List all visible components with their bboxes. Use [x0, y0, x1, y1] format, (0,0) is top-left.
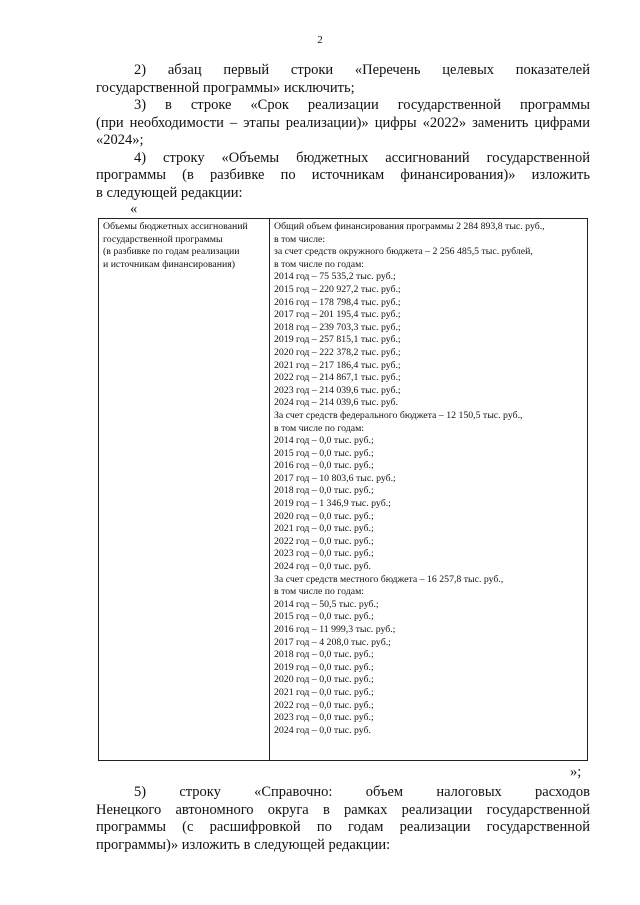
closing-quote: »;: [570, 764, 582, 780]
value-line: 2021 год – 0,0 тыс. руб.;: [274, 523, 374, 535]
paragraph-line: государственной программы» исключить;: [96, 79, 355, 96]
value-line: 2018 год – 0,0 тыс. руб.;: [274, 485, 374, 497]
opening-quote: «: [130, 201, 138, 217]
paragraph-line: (при необходимости – этапы реализации)» цифры «2022» заменить цифрами: [96, 114, 590, 131]
paragraph-line: программы)» изложить в следующей редакции:: [96, 836, 391, 853]
value-line: За счет средств местного бюджета – 16 257,8 тыс. руб.,: [274, 573, 504, 585]
bottom-text-block: [96, 784, 590, 854]
value-line: 2024 год – 0,0 тыс. руб.: [274, 561, 371, 573]
value-line: в том числе по годам:: [274, 586, 365, 598]
value-line: 2021 год – 217 186,4 тыс. руб.;: [274, 359, 401, 371]
paragraph-line: «2024»;: [96, 132, 144, 148]
value-line: 2014 год – 0,0 тыс. руб.;: [274, 435, 374, 447]
paragraph-line: в следующей редакции:: [96, 184, 243, 201]
value-line: 2018 год – 0,0 тыс. руб.;: [274, 649, 374, 661]
paragraph-line: 4) строку «Объемы бюджетных ассигнований государственной: [134, 149, 590, 166]
value-line: 2016 год – 178 798,4 тыс. руб.;: [274, 296, 401, 308]
value-line: 2014 год – 75 535,2 тыс. руб.;: [274, 271, 396, 283]
value-line: в том числе:: [274, 233, 326, 245]
paragraph-line: программы (в разбивке по источникам финансирования)» изложить: [96, 167, 590, 183]
value-line: 2017 год – 10 803,6 тыс. руб.;: [274, 472, 396, 484]
value-line: в том числе по годам:: [274, 422, 365, 434]
value-line: 2024 год – 0,0 тыс. руб.: [274, 724, 371, 736]
value-line: 2015 год – 220 927,2 тыс. руб.;: [274, 283, 401, 295]
value-line: 2021 год – 0,0 тыс. руб.;: [274, 686, 374, 698]
value-line: 2022 год – 0,0 тыс. руб.;: [274, 699, 374, 711]
value-line: 2019 год – 1 346,9 тыс. руб.;: [274, 498, 391, 510]
label-line: (в разбивке по годам реализации: [103, 246, 240, 258]
value-line: 2023 год – 214 039,6 тыс. руб.;: [274, 384, 401, 396]
table-label-cell: [99, 219, 270, 761]
value-line: 2022 год – 214 867,1 тыс. руб.;: [274, 372, 401, 384]
value-line: 2024 год – 214 039,6 тыс. руб.: [274, 397, 398, 409]
paragraph-line: 3) в строке «Срок реализации государственной программы: [134, 97, 590, 113]
value-line: Общий объем финансирования программы 2 284 893,8 тыс. руб.,: [274, 221, 545, 232]
table-row: [99, 219, 588, 761]
page-number: 2: [317, 34, 323, 46]
top-text-block: [96, 62, 590, 202]
value-line: 2015 год – 0,0 тыс. руб.;: [274, 611, 374, 623]
value-line: в том числе по годам:: [274, 258, 365, 270]
label-line: государственной программы: [103, 233, 223, 245]
paragraph-line: 5) строку «Справочно: объем налоговых расходов: [134, 784, 590, 800]
paragraph-line: программы (с расшифровкой по годам реализации государственной: [96, 819, 590, 835]
budget-table: [98, 218, 588, 761]
paragraph-line: 2) абзац первый строки «Перечень целевых показателей: [134, 62, 590, 78]
label-line: Объемы бюджетных ассигнований: [103, 221, 248, 232]
value-line: 2023 год – 0,0 тыс. руб.;: [274, 548, 374, 560]
value-line: 2017 год – 4 208,0 тыс. руб.;: [274, 636, 391, 648]
value-line: 2023 год – 0,0 тыс. руб.;: [274, 712, 374, 724]
value-line: 2017 год – 201 195,4 тыс. руб.;: [274, 309, 401, 321]
value-line: 2016 год – 0,0 тыс. руб.;: [274, 460, 374, 472]
value-line: 2018 год – 239 703,3 тыс. руб.;: [274, 321, 401, 333]
value-line: за счет средств окружного бюджета – 2 256 485,5 тыс. рублей,: [274, 246, 533, 258]
paragraph-line: Ненецкого автономного округа в рамках реализации государственной: [96, 801, 590, 818]
value-line: 2014 год – 50,5 тыс. руб.;: [274, 598, 379, 610]
table-value-cell: [270, 219, 588, 761]
value-line: 2019 год – 257 815,1 тыс. руб.;: [274, 334, 401, 346]
value-line: 2016 год – 11 999,3 тыс. руб.;: [274, 624, 396, 635]
value-line: 2020 год – 0,0 тыс. руб.;: [274, 510, 374, 522]
value-line: 2022 год – 0,0 тыс. руб.;: [274, 535, 374, 547]
value-line: 2020 год – 222 378,2 тыс. руб.;: [274, 346, 401, 358]
label-line: и источникам финансирования): [103, 258, 236, 270]
value-line: 2015 год – 0,0 тыс. руб.;: [274, 447, 374, 459]
value-line: За счет средств федерального бюджета – 12 150,5 тыс. руб.,: [274, 409, 523, 421]
value-line: 2020 год – 0,0 тыс. руб.;: [274, 674, 374, 686]
value-line: 2019 год – 0,0 тыс. руб.;: [274, 661, 374, 673]
